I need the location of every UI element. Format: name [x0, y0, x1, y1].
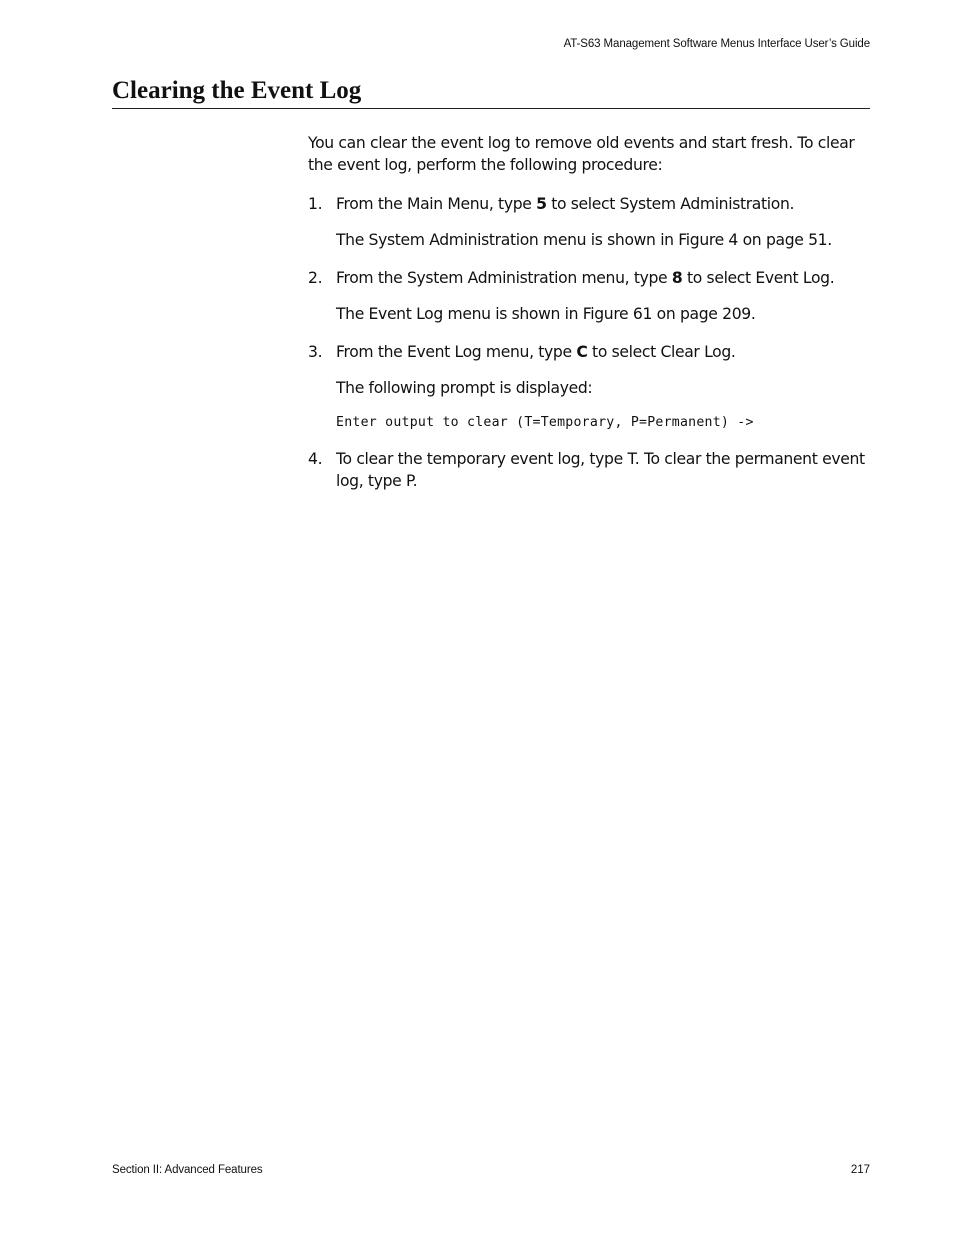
key-label: 8 [671, 269, 683, 287]
procedure-step-3 [308, 341, 873, 434]
step-note: The Event Log menu is shown in Figure 61 on page 209. [336, 305, 756, 323]
key-label: 5 [536, 195, 547, 213]
step-instruction: From the Event Log menu, type C to select Clear Log. [336, 343, 736, 361]
section-heading: Clearing the Event Log [112, 76, 870, 109]
step-instruction: From the Main Menu, type 5 to select System Administration. [336, 195, 795, 213]
procedure-step-4 [308, 448, 873, 492]
step-instruction: To clear the temporary event log, type T. To clear the permanent event log, type P. [336, 450, 865, 490]
cli-prompt: Enter output to clear (T=Temporary, P=Permanent) -> [336, 415, 754, 430]
procedure-step-1 [308, 193, 873, 251]
step-number: 3. [308, 343, 323, 361]
intro-paragraph: You can clear the event log to remove old events and start fresh. To clear the event log, perform the following procedure: [308, 134, 855, 174]
page-number: 217 [850, 1164, 870, 1176]
step-note: The System Administration menu is shown in Figure 4 on page 51. [336, 231, 832, 249]
step-instruction: From the System Administration menu, type 8 to select Event Log. [336, 269, 835, 287]
procedure-step-2 [308, 267, 873, 325]
body-content [308, 132, 873, 492]
step-note: The following prompt is displayed: [336, 379, 593, 397]
running-header: AT-S63 Management Software Menus Interface User’s Guide [563, 38, 870, 50]
footer-section-label: Section II: Advanced Features [112, 1164, 263, 1176]
key-label: C [576, 343, 588, 361]
step-number: 4. [308, 450, 323, 468]
step-number: 1. [308, 195, 323, 213]
step-number: 2. [308, 269, 323, 287]
